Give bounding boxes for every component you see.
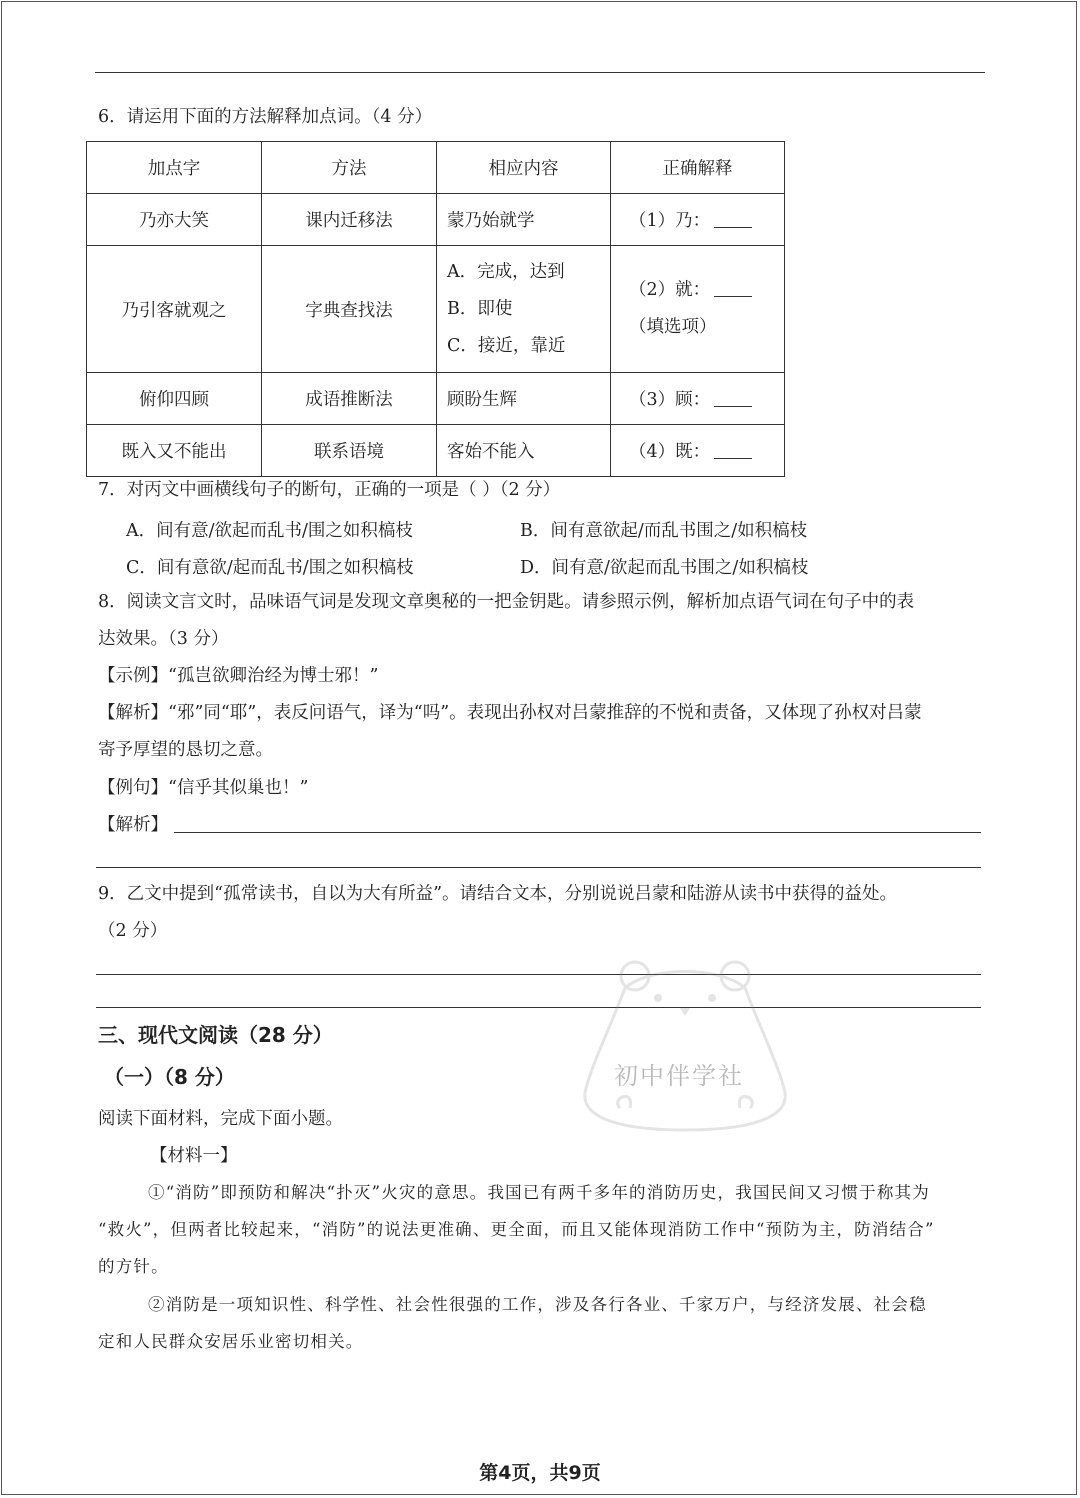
header-cell: 正确解释: [611, 142, 785, 194]
header-cell: 方法: [262, 142, 437, 194]
q7-option-b[interactable]: B．间有意欲起/而乱书围之/如积槁枝: [520, 521, 808, 541]
section-title: 三、现代文阅读（28 分）: [98, 1023, 333, 1047]
answer-label: （4）既：: [629, 442, 711, 462]
option-c: C．接近，靠近: [447, 335, 566, 356]
word-cell: 俯仰四顾: [87, 373, 262, 425]
q8-example: 【示例】“孤岂欲卿治经为博士邪！”: [98, 666, 379, 686]
bear-watermark-icon: [580, 958, 790, 1133]
q8-answer-line[interactable]: [174, 832, 981, 833]
word-cell: 乃亦大笑: [87, 194, 262, 246]
paragraph-1-line3: 的方针。: [98, 1257, 169, 1276]
answer-note: （填选项）: [629, 317, 717, 337]
table-row: [87, 194, 785, 246]
method-cell: 课内迁移法: [262, 194, 437, 246]
option-b: B．即使: [447, 298, 513, 319]
method-cell: 字典查找法: [262, 246, 437, 373]
q8-sentence: 【例句】“信乎其似巢也！”: [98, 778, 309, 798]
q6-title: 6．请运用下面的方法解释加点词。（4 分）: [98, 107, 433, 127]
answer-cell: [611, 373, 785, 425]
answer-label: （3）顾：: [629, 390, 711, 410]
q9-answer-line[interactable]: [96, 1007, 981, 1008]
q9-text-line1: 9．乙文中提到“孤常读书，自以为大有所益”。请结合文本，分别说说吕蒙和陆游从读书中获得的益处。: [98, 884, 898, 904]
answer-blank[interactable]: [714, 227, 752, 228]
answer-cell: [611, 425, 785, 477]
material-label: 【材料一】: [150, 1146, 238, 1166]
header-cell: 加点字: [87, 142, 262, 194]
q8-text-line1: 8．阅读文言文时，品味语气词是发现文章奥秘的一把金钥匙。请参照示例，解析加点语气词在句子中的表: [98, 592, 915, 612]
content-cell: 蒙乃始就学: [437, 194, 611, 246]
answer-label: （1）乃：: [629, 211, 711, 231]
q8-analysis-line1: 【解析】“邪”同“耶”，表反问语气，译为“吗”。表现出孙权对吕蒙推辞的不悦和责备，又体现了孙权对吕蒙: [98, 703, 922, 723]
q9-answer-line[interactable]: [96, 974, 981, 975]
header-cell: 相应内容: [437, 142, 611, 194]
content-options-cell: [437, 246, 611, 373]
method-cell: 成语推断法: [262, 373, 437, 425]
option-a: A．完成，达到: [447, 261, 565, 282]
answer-blank[interactable]: [714, 296, 752, 297]
q8-text-line2: 达效果。（3 分）: [98, 629, 229, 649]
content-cell: 客始不能入: [437, 425, 611, 477]
q7-option-c[interactable]: C．间有意欲/起而乱书/围之如积槁枝: [126, 558, 414, 578]
paragraph-2-line1: ②消防是一项知识性、科学性、社会性很强的工作，涉及各行各业、千家万户，与经济发展、社会稳: [148, 1295, 927, 1314]
answer-blank[interactable]: [714, 458, 752, 459]
q7-option-d[interactable]: D．间有意/欲起而乱书围之/如积槁枝: [520, 558, 809, 578]
content-cell: 顾盼生辉: [437, 373, 611, 425]
table-row: [87, 373, 785, 425]
paragraph-2-line2: 定和人民群众安居乐业密切相关。: [98, 1332, 364, 1351]
header-rule: [95, 72, 985, 73]
q8-analysis-line2: 寄予厚望的恳切之意。: [98, 740, 273, 760]
table-row: [87, 246, 785, 373]
q7-title: 7．对丙文中画横线句子的断句，正确的一项是（ ）（2 分）: [98, 480, 561, 500]
paragraph-1-line1: ①“消防”即预防和解决“扑灭”火灾的意思。我国已有两千多年的消防历史，我国民间又习惯于称其为: [148, 1183, 930, 1202]
q9-text-line2: （2 分）: [98, 921, 168, 941]
q6-table: [86, 141, 785, 477]
instruction: 阅读下面材料，完成下面小题。: [98, 1109, 343, 1129]
watermark-text: 初中伴学社: [614, 1062, 744, 1090]
answer-label: （2）就：: [629, 280, 711, 300]
table-row: [87, 425, 785, 477]
word-cell: 乃引客就观之: [87, 246, 262, 373]
word-cell: 既入又不能出: [87, 425, 262, 477]
q8-answer-line[interactable]: [96, 867, 981, 868]
paragraph-1-line2: “救火”，但两者比较起来，“消防”的说法更准确、更全面，而且又能体现消防工作中“预防为主，防消结合”: [98, 1220, 935, 1239]
q8-answer-label: 【解析】: [98, 815, 168, 835]
answer-blank[interactable]: [714, 406, 752, 407]
answer-cell: [611, 194, 785, 246]
page-number: 第4页，共9页: [479, 1462, 601, 1484]
answer-cell: [611, 246, 785, 373]
method-cell: 联系语境: [262, 425, 437, 477]
table-header-row: [87, 142, 785, 194]
q7-option-a[interactable]: A．间有意/欲起而乱书/围之如积槁枝: [126, 521, 413, 541]
subsection-title: （一）（8 分）: [104, 1065, 235, 1089]
